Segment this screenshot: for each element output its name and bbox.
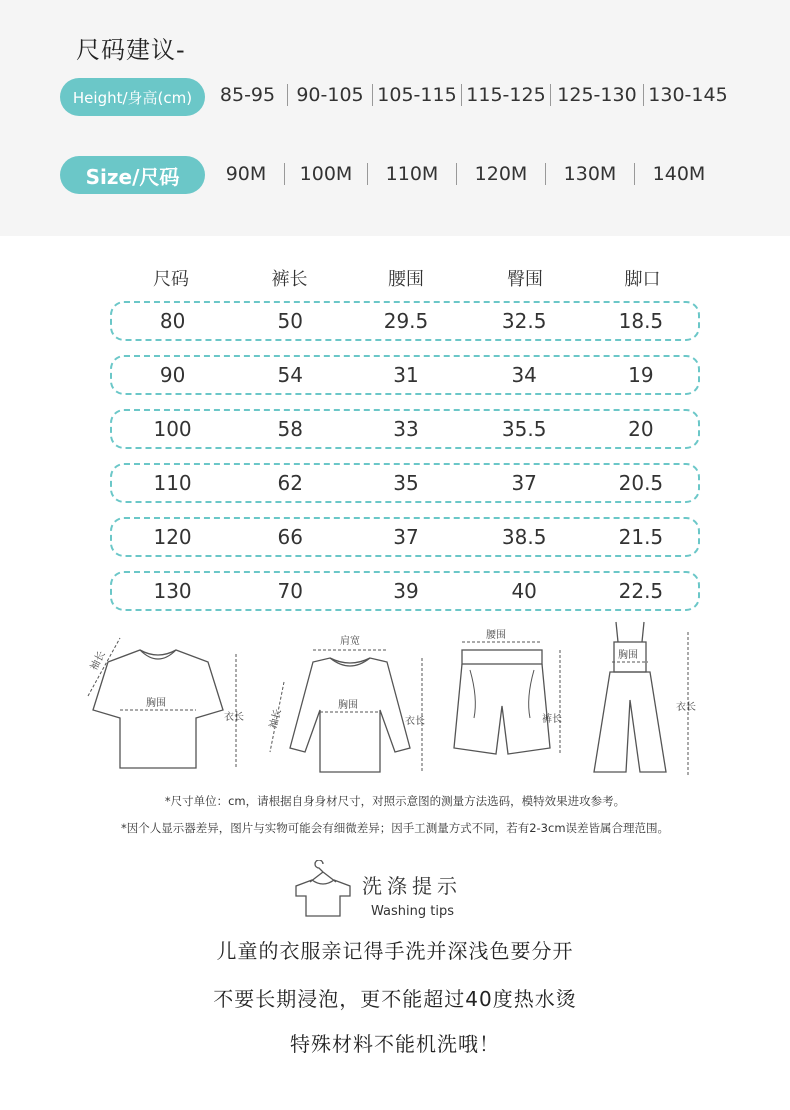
height-value: 85-95 [219,84,276,106]
waist-label: 腰围 [486,630,506,641]
divider [284,163,285,185]
length-label: 衣长 [405,716,425,727]
divider [545,163,546,185]
table-cell: 90 [159,363,186,387]
wash-title: 洗涤提示 [362,874,462,898]
header-cell: 尺码 [153,269,189,290]
table-cell: 40 [511,579,537,603]
table-cell: 62 [277,471,303,495]
section-title: 尺码建议- [76,36,186,64]
size-value: 90M [225,163,267,185]
height-value: 130-145 [648,84,728,106]
divider [372,84,373,106]
header-cell: 腰围 [388,269,424,290]
table-cell: 37 [511,471,537,495]
size-unit-note: *尺寸单位：cm，请根据自身身材尺寸，对照示意图的测量方法选码，模特效果进攻参考。 [164,794,626,808]
table-cell: 19 [628,363,654,387]
divider [643,84,644,106]
length-label: 衣长 [224,712,244,723]
table-row [110,463,700,503]
shoulder-label: 肩宽 [340,636,360,647]
size-table-header [110,265,700,291]
table-cell: 18.5 [618,309,664,333]
height-values-row [210,84,730,106]
measurement-diagrams [0,620,790,790]
size-value: 120M [474,163,528,185]
tshirt-hanger-icon [290,860,356,920]
header-cell: 裤长 [271,269,308,290]
table-cell: 37 [393,525,419,549]
table-cell: 100 [153,417,192,441]
table-cell: 66 [277,525,303,549]
table-cell: 31 [393,363,419,387]
table-cell: 58 [277,417,303,441]
header-cell: 脚口 [624,269,661,290]
wash-tip: 儿童的衣服亲记得手洗并深浅色要分开 [216,939,574,963]
tshirt-diagram [78,628,253,783]
wash-tip: 不要长期浸泡，更不能超过40度热水烫 [213,987,577,1011]
divider [461,84,462,106]
table-cell: 54 [277,363,303,387]
divider [367,163,368,185]
table-cell: 39 [393,579,419,603]
table-cell: 32.5 [501,309,547,333]
table-cell: 22.5 [618,579,664,603]
height-pill: Height/身高(cm) [60,78,205,116]
size-value: 130M [563,163,617,185]
sleeve-label: 袖长 [88,649,108,673]
display-difference-note: *因个人显示器差异，图片与实物可能会有细微差异；因手工测量方式不同，若有2-3cm误差皆属合理范围。 [120,821,670,835]
size-value: 110M [385,163,439,185]
height-value: 105-115 [377,84,457,106]
table-cell: 50 [277,309,303,333]
size-value: 100M [299,163,353,185]
table-cell: 38.5 [501,525,547,549]
size-value: 140M [652,163,706,185]
height-value: 115-125 [466,84,546,106]
table-cell: 80 [159,309,186,333]
shorts-diagram [448,628,578,783]
wash-subtitle: Washing tips [371,904,454,919]
table-row [110,355,700,395]
height-value: 90-105 [296,84,364,106]
table-cell: 21.5 [618,525,664,549]
table-cell: 20.5 [618,471,664,495]
chest-label: 胸围 [618,650,638,661]
table-cell: 29.5 [383,309,429,333]
table-cell: 35.5 [501,417,547,441]
divider [456,163,457,185]
size-pill: Size/尺码 [60,156,205,194]
height-value: 125-130 [557,84,637,106]
table-cell: 35 [393,471,419,495]
table-row [110,409,700,449]
longsleeve-diagram [262,630,442,785]
chest-label: 胸围 [338,700,358,711]
table-row [110,301,700,341]
divider [634,163,635,185]
divider [550,84,551,106]
table-row [110,571,700,611]
length-label: 衣长 [676,702,696,713]
table-cell: 110 [153,471,192,495]
table-cell: 70 [277,579,303,603]
size-values-row [210,163,721,185]
length-label: 裤长 [542,714,562,725]
table-cell: 20 [628,417,654,441]
table-row [110,517,700,557]
table-cell: 130 [153,579,192,603]
sleeve-label: 袖长 [267,707,284,731]
divider [287,84,288,106]
table-cell: 33 [393,417,419,441]
overalls-diagram [588,620,708,785]
chest-label: 胸围 [146,698,166,709]
header-cell: 臀围 [507,269,543,290]
table-cell: 120 [153,525,192,549]
wash-tip: 特殊材料不能机洗哦！ [290,1032,500,1056]
table-cell: 34 [511,363,537,387]
